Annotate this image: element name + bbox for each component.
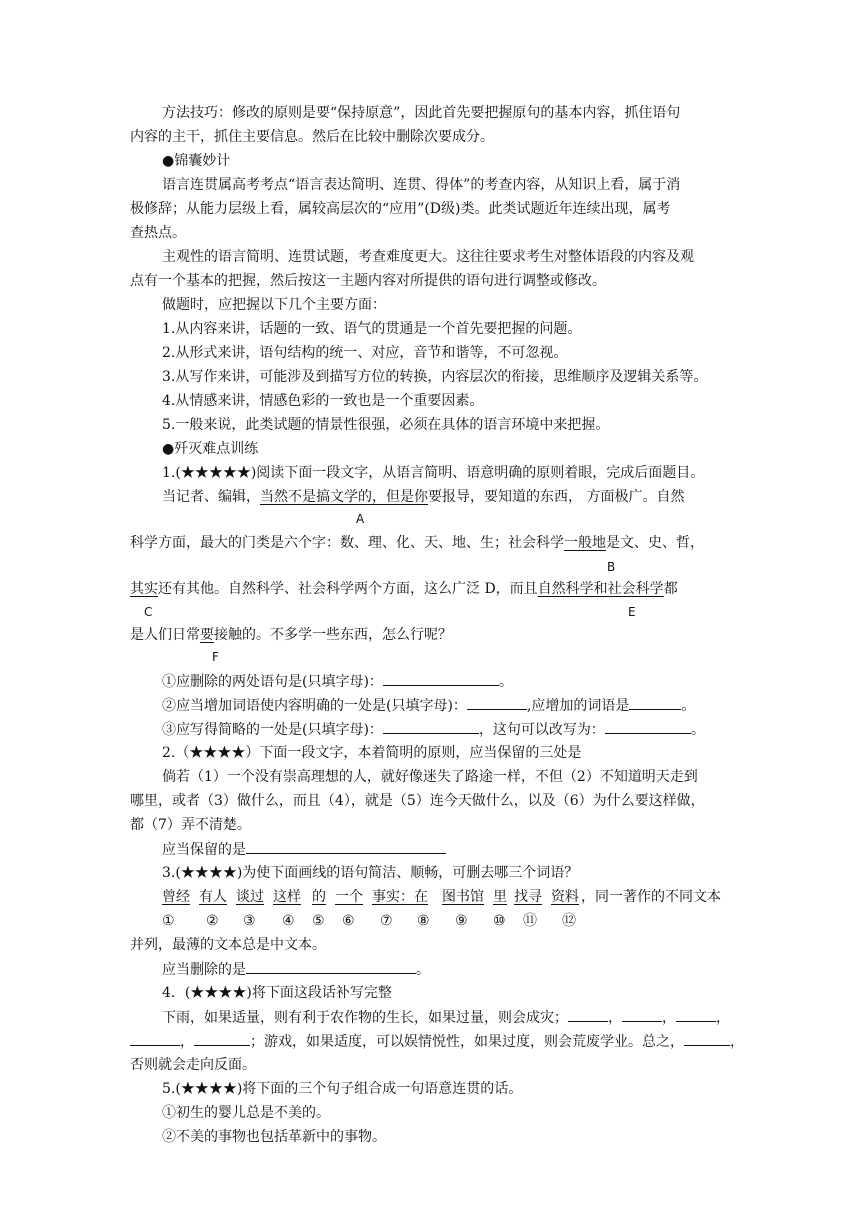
answer-blank[interactable] [194,1031,250,1046]
marker-e: E [628,605,636,619]
answer-blank[interactable] [383,719,479,734]
q3-word: 资料 [551,889,579,905]
question-3-numbers [162,911,612,931]
q3-word: 有人 [199,889,227,905]
answer-blank[interactable] [246,839,446,854]
question-3-answer: 应当删除的是 。 [162,959,762,980]
sub-question-2: ②应当增加词语使内容明确的一处是(只填字母)： ,应增加的词语是 。 [162,695,762,716]
paragraph-line: 都（7）弄不清楚。 [130,817,251,833]
q3-number: ⑤ [312,913,325,929]
list-item: 4.从情感来讲，情感色彩的一致也是一个重要因素。 [162,393,484,409]
answer-blank[interactable] [622,1007,662,1022]
q3-tail: ，同一著作的不同文本 [581,889,721,905]
question-1-title: 1.(★★★★★)阅读下面一段文字，从语言简明、语意明确的原则着眼，完成后面题目。 [162,465,705,481]
question-3-sentence [162,887,732,907]
list-item: 5.一般来说，此类试题的情景性很强，必须在具体的语言环境中来把握。 [162,417,610,433]
paragraph-line: 极修辞；从能力层级上看，属较高层次的“应用”(D级)类。此类试题近年连续出现，属考 [130,201,671,217]
marker-a: A [356,512,365,526]
q3-number: ③ [243,913,256,929]
sub-question-3: ③应写得简略的一处是(只填字母)： ，这句可以改写为： 。 [162,719,762,740]
q3-number: ② [206,913,219,929]
list-item: ②不美的事物也包括革新中的事物。 [162,1129,386,1145]
answer-blank[interactable] [605,719,691,734]
paragraph-line: 否则就会走向反面。 [130,1057,256,1073]
answer-blank[interactable] [467,695,527,710]
question-4-line: ， ；游戏，如果适度，可以娱情悦性，如果过度，则会荒废学业。总之， ， [130,1031,730,1052]
section-heading: ●歼灭难点训练 [162,441,259,457]
paragraph-line: 方法技巧：修改的原则是要“保持原意”，因此首先要把握原句的基本内容，抓住语句 [162,105,681,121]
q3-word: 一个 [335,889,363,905]
q3-word: 事实：在 [372,889,428,905]
question-3-title: 3.(★★★★)为使下面画线的语句简洁、顺畅，可删去哪三个词语？ [162,865,579,881]
marker-b: B [607,560,616,574]
paragraph-line: 并列，最薄的文本总是中文本。 [130,937,326,953]
answer-blank[interactable] [130,1031,180,1046]
q3-word: 找寻 [514,889,542,905]
answer-blank[interactable] [629,695,681,710]
q3-word: 图书馆 [442,889,484,905]
q3-word: 谈过 [236,889,264,905]
q3-word: 里 [493,889,507,905]
q3-number: ⑧ [417,913,430,929]
answer-blank[interactable] [568,1007,608,1022]
q3-word: 这样 [273,889,301,905]
q3-number: ⑫ [562,913,576,929]
answer-blank[interactable] [676,1007,716,1022]
list-item: ①初生的婴儿总是不美的。 [162,1105,330,1121]
q3-word: 的 [312,889,326,905]
paragraph-line: 语言连贯属高考考点“语言表达简明、连贯、得体”的考查内容，从知识上看，属于消 [162,177,681,193]
question-4-line: 下雨，如果适量，则有利于农作物的生长，如果过量，则会成灾； ， ， ， [162,1007,762,1028]
question-1-passage-line: 其实还有其他。自然科学、社会科学两个方面，这么广泛 D，而且自然科学和社会科学都 [130,581,678,597]
q3-number: ⑪ [523,913,537,929]
q3-number: ① [162,913,175,929]
question-1-passage-line: 当记者、编辑，当然不是搞文学的，但是你要报导，要知道的东西， 方面极广。自然 [162,489,685,505]
q3-number: ⑦ [380,913,393,929]
paragraph-line: 内容的主干，抓住主要信息。然后在比较中删除次要成分。 [130,129,494,145]
answer-blank[interactable] [383,671,499,686]
list-item: 1.从内容来讲，话题的一致、语气的贯通是一个首先要把握的问题。 [162,321,582,337]
q3-number: ④ [282,913,295,929]
paragraph-line: 主观性的语言简明、连贯试题，考查难度更大。这往往要求考生对整体语段的内容及观 [162,249,694,265]
list-item: 2.从形式来讲，语句结构的统一、对应，音节和谐等，不可忽视。 [162,345,568,361]
paragraph-line: 查热点。 [130,225,186,241]
paragraph-line: 倘若（1）一个没有崇高理想的人，就好像迷失了路途一样，不但（2）不知道明天走到 [162,769,698,785]
question-1-passage-line: 是人们日常要接触的。不多学一些东西，怎么行呢？ [130,627,452,643]
paragraph-line: 做题时，应把握以下几个主要方面： [162,297,386,313]
q3-number: ⑩ [493,913,506,929]
section-heading: ●锦囊妙计 [162,153,231,169]
marker-c: C [144,605,153,619]
question-1-passage-line: 科学方面，最大的门类是六个字：数、理、化、天、地、生；社会科学一般地是文、史、哲， [130,535,704,551]
answer-blank[interactable] [246,959,416,974]
list-item: 3.从写作来讲，可能涉及到描写方位的转换，内容层次的衔接，思维顺序及逻辑关系等。 [162,369,708,385]
q3-number: ⑥ [342,913,355,929]
sub-question-1: ①应删除的两处语句是(只填字母)： 。 [162,671,762,692]
answer-blank[interactable] [684,1031,730,1046]
question-4-title: 4．(★★★★)将下面这段话补写完整 [162,985,392,1001]
paragraph-line: 点有一个基本的把握，然后按这一主题内容对所提供的语句进行调整或修改。 [130,273,606,289]
question-2-title: 2.（★★★★）下面一段文字，本着简明的原则，应当保留的三处是 [162,745,582,761]
question-2-answer: 应当保留的是 [162,839,762,860]
q3-word: 曾经 [162,889,190,905]
marker-f: F [212,650,219,664]
question-5-title: 5.(★★★★)将下面的三个句子组合成一句语意连贯的话。 [162,1081,523,1097]
paragraph-line: 哪里，或者（3）做什么，而且（4），就是（5）连今天做什么，以及（6）为什么要这样做， [130,793,705,809]
q3-number: ⑨ [455,913,468,929]
